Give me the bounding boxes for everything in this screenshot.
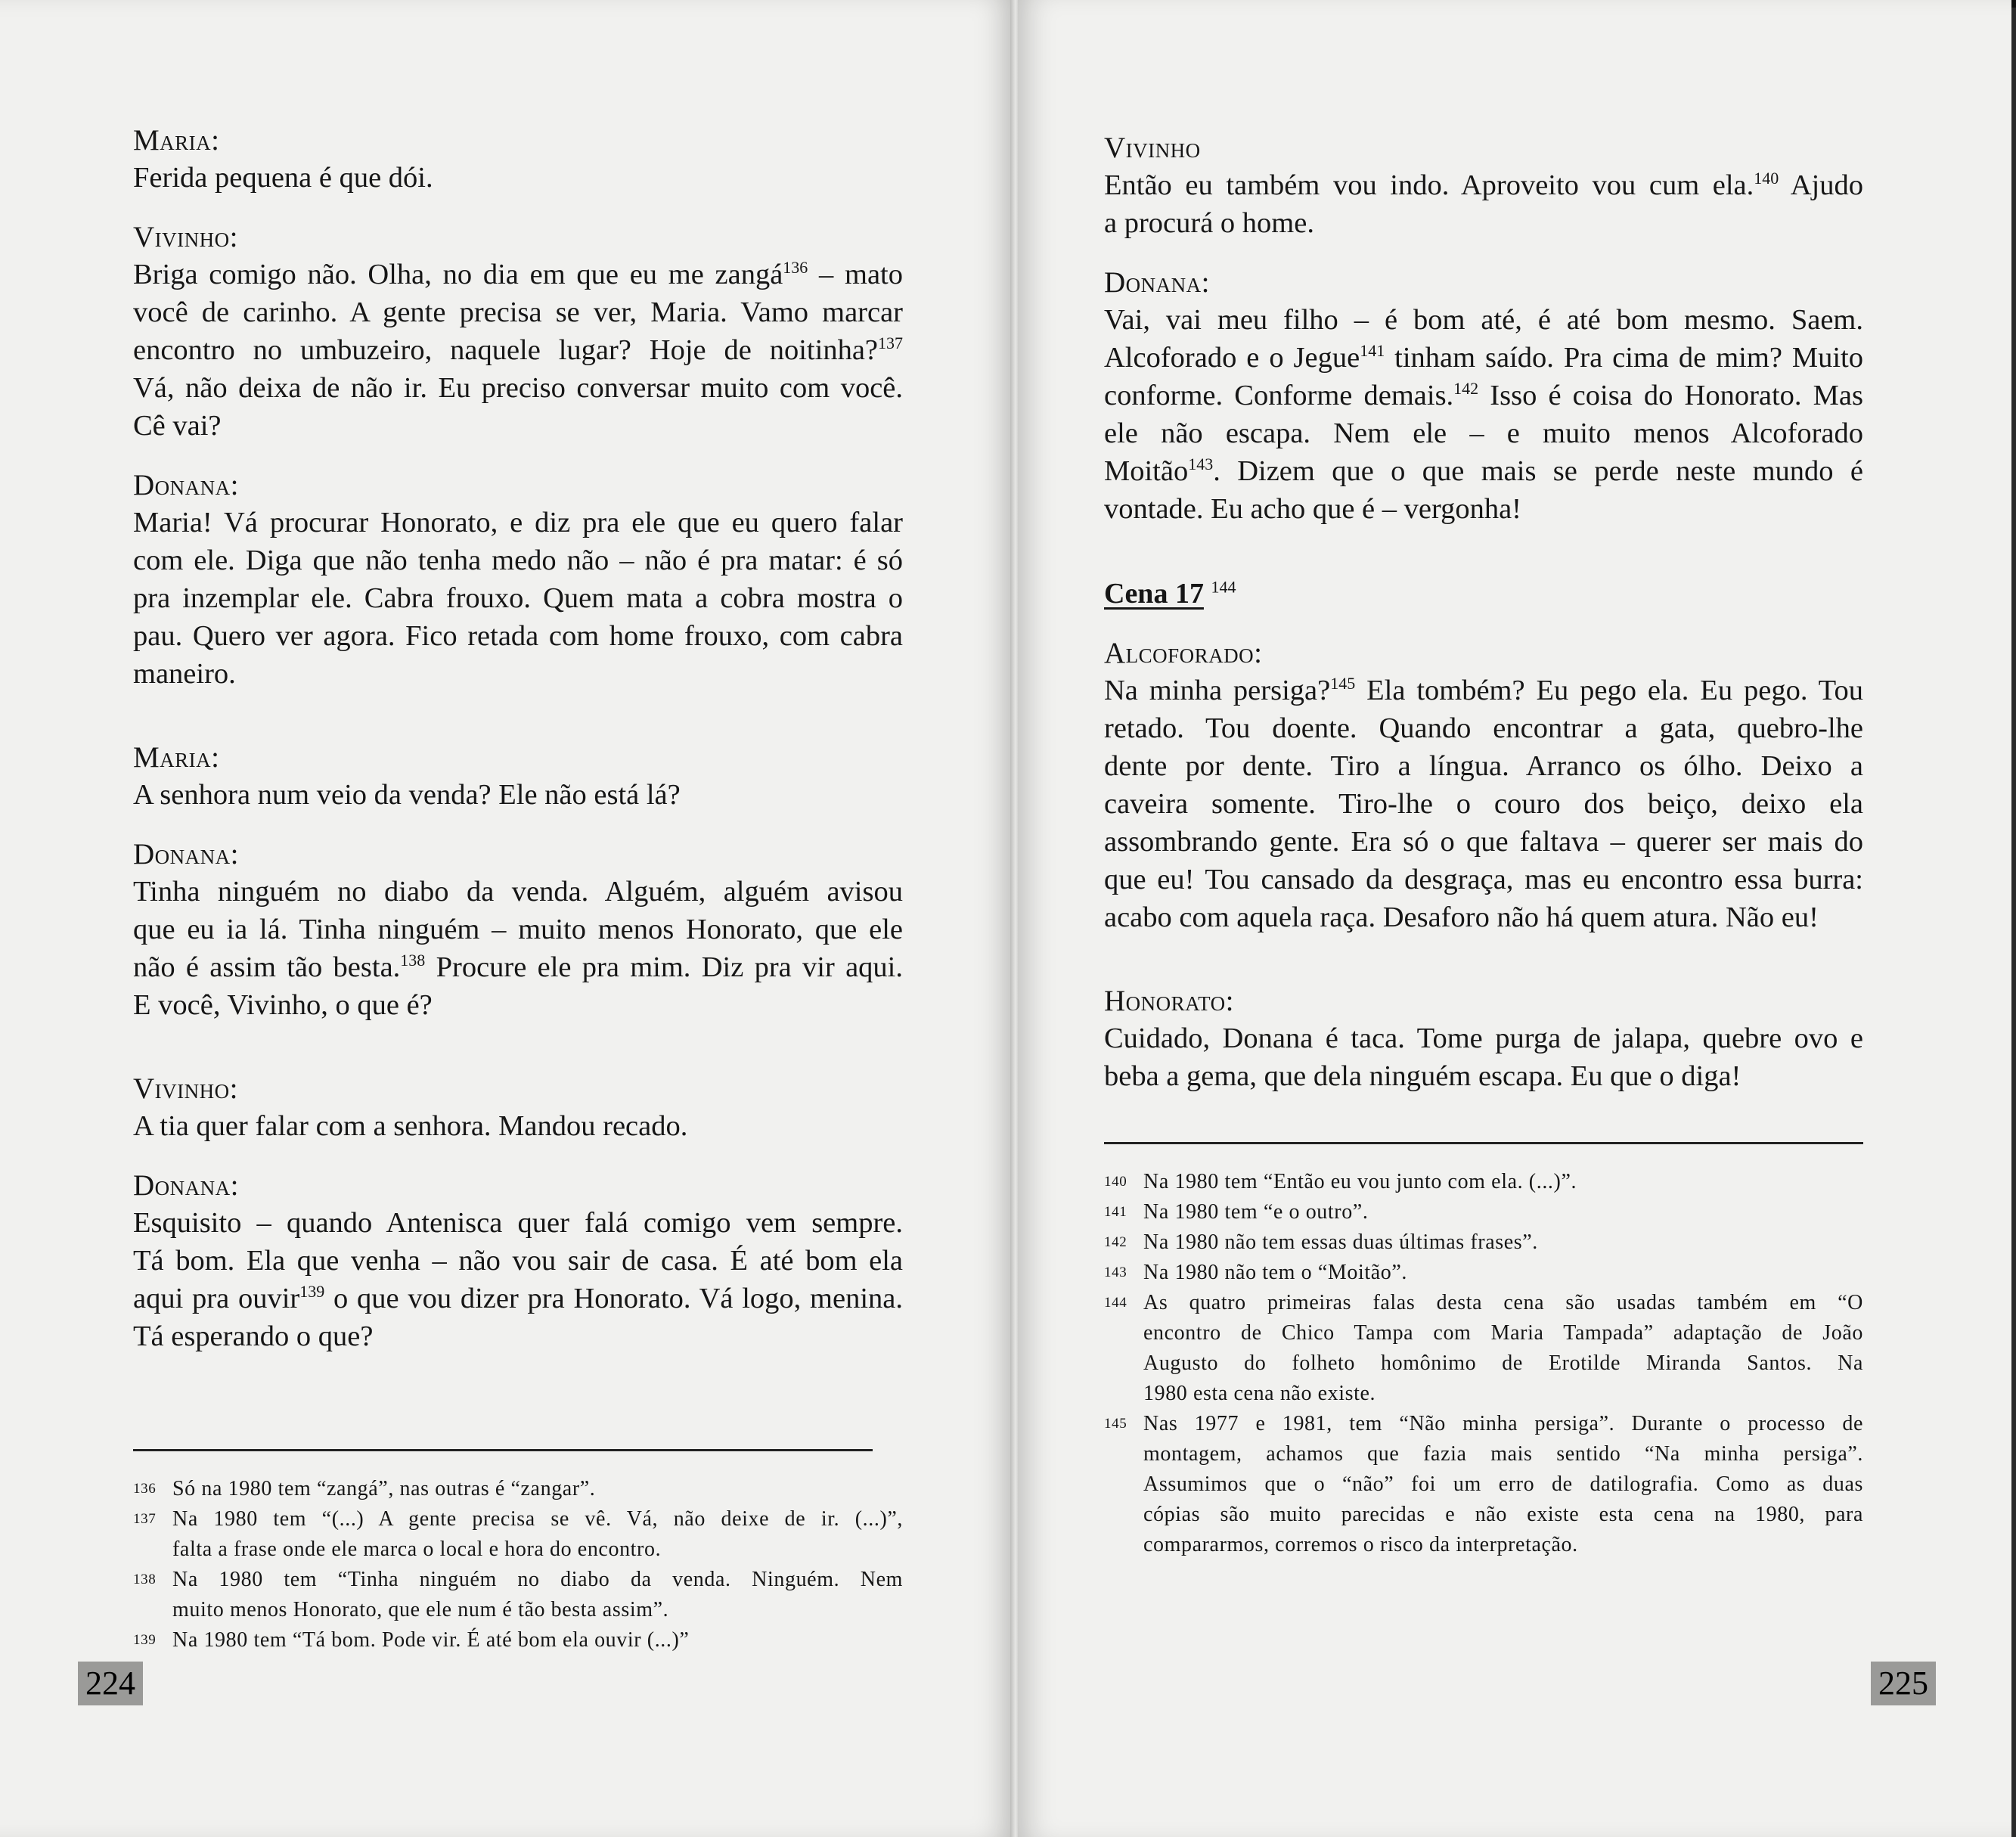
spacer xyxy=(1104,936,1863,983)
scene-heading xyxy=(1104,575,1863,613)
footnote-number: 144 xyxy=(1104,1295,1127,1311)
footnote-ref: 142 xyxy=(1453,379,1479,399)
dialogue-line: pra inzemplar ele. Cabra frouxo. Quem mata a cobra mostra o xyxy=(133,582,903,614)
footnote-line: montagem, achamos que fazia mais sentido “Na minha persiga”. xyxy=(1143,1442,1863,1466)
dialogue-line: Tá bom. Ela que venha – não vou sair de casa. É até bom ela xyxy=(133,1245,903,1277)
speaker-name: Maria: xyxy=(133,741,220,774)
spacer xyxy=(133,693,903,740)
footnote-line: cópias são muito parecidas e não existe esta cena na 1980, para xyxy=(1143,1503,1863,1526)
spacer xyxy=(133,197,903,219)
speaker-name: Donana: xyxy=(133,838,239,870)
dialogue-line: Tá esperando o que? xyxy=(133,1320,374,1352)
dialogue-line: ele não escapa. Nem ele – e muito menos Alcoforado xyxy=(1104,417,1863,449)
footnote-text xyxy=(1143,1409,1863,1560)
footnote-text xyxy=(1143,1258,1863,1288)
spacer xyxy=(133,1402,903,1449)
dialogue-line: não é assim tão besta.$^{138}$ Procure ele pra mim. Diz pra vir aqui. xyxy=(133,951,903,983)
spacer xyxy=(1104,1144,1863,1167)
speaker-name: Donana: xyxy=(133,469,239,501)
dialogue-line: aqui pra ouvir$^{139}$ o que vou dizer pra Honorato. Vá logo, menina. xyxy=(133,1282,903,1314)
dialogue-line: dente por dente. Tiro a língua. Arranco os ólho. Deixo a xyxy=(1104,750,1863,782)
dialogue-line: Moitão$^{143}$. Dizem que o que mais se perde neste mundo é xyxy=(1104,455,1863,487)
spacer xyxy=(1104,242,1863,265)
footnote-line: Na 1980 não tem o “Moitão”. xyxy=(1143,1261,1408,1284)
spacer xyxy=(1104,528,1863,575)
speaker-name: Vivinho: xyxy=(133,221,238,253)
spacer xyxy=(133,814,903,836)
footnote xyxy=(1104,1288,1863,1409)
footnote-text xyxy=(1143,1288,1863,1409)
dialogue-line: maneiro. xyxy=(133,658,236,690)
speaker-name: Honorato: xyxy=(1104,985,1235,1017)
dialogue-line: E você, Vivinho, o que é? xyxy=(133,989,433,1021)
right-page xyxy=(1018,0,2011,1837)
dialogue-line: acabo com aquela raça. Desaforo não há quem atura. Não eu! xyxy=(1104,901,1819,933)
footnote xyxy=(133,1474,903,1504)
footnote-line: muito menos Honorato, que ele num é tão besta assim”. xyxy=(172,1598,669,1621)
footnote-line: Só na 1980 tem “zangá”, nas outras é “zangar”. xyxy=(172,1477,596,1500)
footnote-line: Na 1980 não tem essas duas últimas frases”. xyxy=(1143,1230,1538,1254)
footnote-ref: 139 xyxy=(299,1282,325,1302)
dialogue-line: Maria! Vá procurar Honorato, e diz pra ele que eu quero falar xyxy=(133,507,903,538)
dialogue-line: Ferida pequena é que dói. xyxy=(133,162,433,194)
dialogue-line: conforme. Conforme demais.$^{142}$ Isso é coisa do Honorato. Mas xyxy=(1104,379,1863,411)
footnote-ref: 145 xyxy=(1330,674,1356,694)
dialogue-line: Vai, vai meu filho – é bom até, é até bom mesmo. Saem. xyxy=(1104,304,1863,336)
dialogue-line: A senhora num veio da venda? Ele não está lá? xyxy=(133,779,681,811)
footnote-line: Na 1980 tem “e o outro”. xyxy=(1143,1200,1369,1224)
dialogue-line: assombrando gente. Era só o que faltava – querer ser mais do xyxy=(1104,826,1863,858)
footnote-ref: 140 xyxy=(1754,169,1779,188)
footnote-number: 143 xyxy=(1104,1264,1127,1280)
footnote-line: Assumimos que o “não” foi um erro de datilografia. Como as duas xyxy=(1143,1472,1863,1496)
dialogue-line: pau. Quero ver agora. Fico retada com home frouxo, com cabra xyxy=(133,620,903,652)
spacer xyxy=(133,1145,903,1168)
footnote-line: Na 1980 tem “Tá bom. Pode vir. É até bom ela ouvir (...)” xyxy=(172,1628,690,1652)
speaker-name: Vivinho xyxy=(1104,132,1201,164)
footnote xyxy=(133,1504,903,1565)
dialogue-line: Alcoforado e o Jegue$^{141}$ tinham saído. Pra cima de mim? Muito xyxy=(1104,341,1863,374)
dialogue-line: Briga comigo não. Olha, no dia em que eu me zangá$^{136}$ – mato xyxy=(133,258,903,290)
spacer xyxy=(133,445,903,467)
dialogue-line: você de carinho. A gente precisa se ver, Maria. Vamo marcar xyxy=(133,296,903,328)
footnote-ref: 143 xyxy=(1188,455,1214,474)
footnote-line: Na 1980 tem “Tinha ninguém no diabo da venda. Ninguém. Nem xyxy=(172,1568,903,1591)
dialogue-line: Cê vai? xyxy=(133,410,222,442)
footnote-line: Nas 1977 e 1981, tem “Não minha persiga”. Durante o processo de xyxy=(1143,1412,1863,1435)
footnote-ref: 144 xyxy=(1211,577,1236,597)
footnote-line: Augusto do folheto homônimo de Erotilde Miranda Santos. Na xyxy=(1143,1351,1863,1375)
footnote-line: falta a frase onde ele marca o local e hora do encontro. xyxy=(172,1538,662,1561)
footnote-ref: 137 xyxy=(878,334,903,353)
dialogue-line: retado. Tou doente. Quando encontrar a gata, quebro-lhe xyxy=(1104,712,1863,744)
page-number-left: 224 xyxy=(78,1662,143,1705)
spacer xyxy=(133,1024,903,1071)
footnote-ref: 138 xyxy=(400,951,426,970)
footnote-text xyxy=(1143,1167,1863,1197)
spacer xyxy=(1104,613,1863,635)
footnote-ref: 141 xyxy=(1360,341,1385,361)
footnote xyxy=(1104,1197,1863,1227)
spacer xyxy=(133,1355,903,1402)
footnote xyxy=(133,1625,903,1655)
dialogue-line: caveira somente. Tiro-lhe o couro dos beiço, deixo ela xyxy=(1104,788,1863,820)
footnote-line: Na 1980 tem “(...) A gente precisa se vê. Vá, não deixe de ir. (...)”, xyxy=(172,1507,903,1531)
dialogue-line: A tia quer falar com a senhora. Mandou recado. xyxy=(133,1110,688,1142)
dialogue-line: que eu! Tou cansado da desgraça, mas eu encontro essa burra: xyxy=(1104,864,1863,895)
footnote xyxy=(1104,1409,1863,1560)
dialogue-line: Esquisito – quando Antenisca quer falá comigo vem sempre. xyxy=(133,1207,903,1239)
footnote-text xyxy=(172,1474,903,1504)
footnote-number: 136 xyxy=(133,1481,157,1497)
scene-title: Cena 17 xyxy=(1104,578,1204,610)
footnote-line: As quatro primeiras falas desta cena são usadas também em “O xyxy=(1143,1291,1863,1314)
page-number-right: 225 xyxy=(1871,1662,1936,1705)
speaker-name: Maria: xyxy=(133,124,220,157)
dialogue-line: Então eu também vou indo. Aproveito vou cum ela.$^{140}$ Ajudo xyxy=(1104,169,1863,201)
footnote xyxy=(133,1565,903,1625)
dialogue-line: Vá, não deixa de não ir. Eu preciso conversar muito com você. xyxy=(133,372,903,404)
spacer xyxy=(133,1451,903,1474)
dialogue-line: vontade. Eu acho que é – vergonha! xyxy=(1104,493,1521,525)
speaker-name: Donana: xyxy=(1104,266,1210,299)
footnote-text xyxy=(172,1565,903,1625)
left-text-column xyxy=(133,123,903,1655)
footnote-number: 141 xyxy=(1104,1204,1127,1220)
dialogue-line: Tinha ninguém no diabo da venda. Alguém, alguém avisou xyxy=(133,876,903,908)
dialogue-line: beba a gema, que dela ninguém escapa. Eu que o diga! xyxy=(1104,1060,1742,1092)
footnote-text xyxy=(172,1625,903,1655)
speaker-name: Vivinho: xyxy=(133,1072,238,1105)
footnote-number: 138 xyxy=(133,1572,157,1587)
footnote-number: 145 xyxy=(1104,1416,1127,1432)
dialogue-line: com ele. Diga que não tenha medo não – não é pra matar: é só xyxy=(133,545,903,576)
footnote xyxy=(1104,1258,1863,1288)
footnote-text xyxy=(172,1504,903,1565)
spacer xyxy=(1104,1095,1863,1142)
dialogue-line: Na minha persiga?$^{145}$ Ela tombém? Eu pego ela. Eu pego. Tou xyxy=(1104,674,1863,706)
footnote-number: 139 xyxy=(133,1632,157,1648)
dialogue-line: a procurá o home. xyxy=(1104,207,1314,239)
right-text-column xyxy=(1104,130,1863,1560)
footnote-line: compararmos, corremos o risco da interpretação. xyxy=(1143,1533,1578,1556)
footnote-line: encontro de Chico Tampa com Maria Tampada” adaptação de João xyxy=(1143,1321,1863,1345)
footnote-ref: 136 xyxy=(783,258,808,278)
dialogue-line: que eu ia lá. Tinha ninguém – muito menos Honorato, que ele xyxy=(133,914,903,945)
footnote-line: 1980 esta cena não existe. xyxy=(1143,1382,1376,1405)
footnote-number: 137 xyxy=(133,1511,157,1527)
footnote-text xyxy=(1143,1227,1863,1258)
footnote-number: 142 xyxy=(1104,1234,1127,1250)
footnote-number: 140 xyxy=(1104,1174,1127,1190)
speaker-name: Alcoforado: xyxy=(1104,637,1263,669)
speaker-name: Donana: xyxy=(133,1169,239,1202)
footnote-line: Na 1980 tem “Então eu vou junto com ela. (...)”. xyxy=(1143,1170,1577,1193)
dialogue-line: Cuidado, Donana é taca. Tome purga de jalapa, quebre ovo e xyxy=(1104,1022,1863,1054)
footnote-text xyxy=(1143,1197,1863,1227)
footnote xyxy=(1104,1227,1863,1258)
footnote xyxy=(1104,1167,1863,1197)
dialogue-line: encontro no umbuzeiro, naquele lugar? Hoje de noitinha?$^{137}$ xyxy=(133,334,903,366)
